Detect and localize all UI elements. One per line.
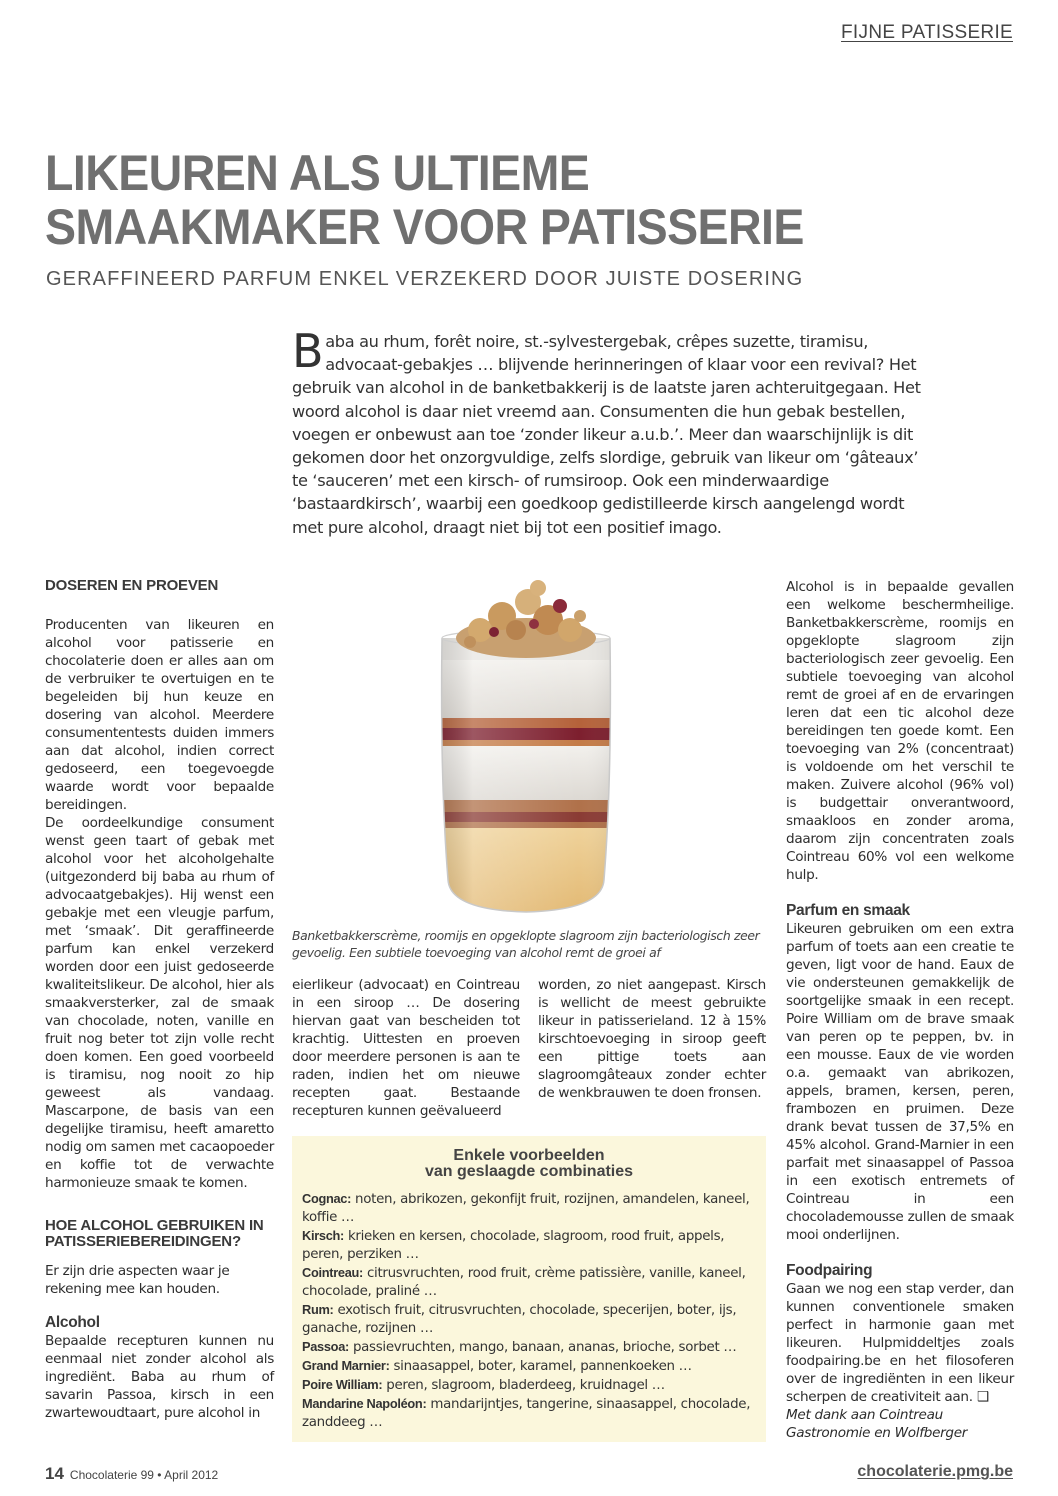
combinations-box	[292, 1136, 766, 1442]
box-title-line-2: van geslaagde combinaties	[424, 1163, 634, 1180]
right-paragraph-1: Alcohol is in bepaalde gevallen een welkome beschermheilige. Banketbakkerscrème, roomijs en opgeklopte slagroom zijn bacteriologisch zeer gevoelig. Een subtiele toevoeging van alcohol remt de groei af en de ervaringen leren dat een tic alcohol deze bereidingen ten goede komt. Een toevoeging van 2% (concentraat) is voldoende om het verschil te maken. Zuivere alcohol (96% vol) is budgettair onverantwoord, smaakloos en zonder aroma, daarom zijn concentraten zoals Cointreau 60% vol een welkome hulp.	[786, 579, 1014, 883]
combination-item	[302, 1190, 756, 1227]
combination-text: mandarijntjes, tangerine, sinaasappel, chocolade, zanddeeg …	[302, 1397, 751, 1430]
left-column	[45, 578, 274, 1422]
middle-paragraph-b: worden, zo niet aangepast. Kirsch is wellicht de meest gebruikte likeur in patisserieland. 12 à 15% kirschtoevoeging in siroop geeft een pittige toets aan slagroomgâteaux zonder echter de wenkbrauwen te doen fronsen.	[538, 977, 766, 1101]
photo-caption: Banketbakkerscrème, roomijs en opgeklopte slagroom zijn bacteriologisch zeer gevoelig. Een subtiele toevoeging van alcohol remt de groei af	[292, 928, 760, 960]
website-link[interactable]: chocolaterie.pmg.be	[857, 1463, 1013, 1480]
footer-left	[45, 1464, 218, 1484]
box-title	[302, 1148, 756, 1180]
left-paragraph-1: Producenten van likeuren en alcohol voor patisserie en chocolaterie doen er alles aan om de verbruiker te overtuigen en te begeleiden bij hun keuze en dosering van alcohol. Meerdere consumententests duiden immers aan dat alcohol, indien correct gedoseerd, een toegevoegde waarde wordt voor bepaalde bereidingen.	[45, 617, 274, 813]
left-paragraph-4: Bepaalde recepturen kunnen nu eenmaal niet zonder alcohol als ingrediënt. Baba au rhum of savarin Passoa, kirsch in een zwartewoudtaart, pure alcohol in	[45, 1333, 274, 1421]
middle-column-a	[292, 976, 520, 1120]
publication-info: Chocolaterie 99 • April 2012	[69, 1468, 219, 1482]
combination-item	[302, 1357, 756, 1376]
combination-text: exotisch fruit, citrusvruchten, chocolade, specerijen, boter, ijs, ganache, rozijnen …	[302, 1303, 737, 1336]
combination-item	[302, 1376, 756, 1395]
box-title-line-1: Enkele voorbeelden	[453, 1147, 605, 1164]
combination-item	[302, 1264, 756, 1301]
right-paragraph-3-text: Gaan we nog een stap verder, dan kunnen conventionele smaken perfect in harmonie gaan met likeuren. Hulpmiddeltjes zoals foodpairing.be en het filosoferen over de ingrediënten in een likeur scherpen de creativiteit aan.	[786, 1281, 1014, 1405]
intro-text: aba au rhum, forêt noire, st.-sylvestergebak, crêpes suzette, tiramisu, advocaat-gebakjes … blijvende herinneringen of klaar voor een revival? Het gebruik van alcohol in de banketbakkerij is de laatste jaren achteruitgegaan. Het woord alcohol is daar niet vreemd aan. Consumenten die hun gebak bestellen, voegen er onbewust aan toe ‘zonder likeur a.u.b.’. Meer dan waarschijnlijk is dit gekomen door het onzorgvuldige, zelfs slordige, gebruik van likeur om ‘gâteaux’ te ‘sauceren’ met een kirsch- of rumsiroop. Ook een minderwaardige ‘bastaardkirsch’, waarbij een goedkoop gedistilleerde kirsch aangelengd wordt met pure alcohol, draagt niet bij tot een positief imago.	[292, 332, 921, 537]
combination-name: Cognac:	[302, 1191, 352, 1206]
combination-item	[302, 1338, 756, 1357]
combination-name: Rum:	[302, 1302, 334, 1317]
credit-line: Met dank aan Cointreau Gastronomie en Wolfberger	[786, 1407, 968, 1441]
page-number: 14	[45, 1464, 64, 1483]
combination-item	[302, 1301, 756, 1338]
combination-name: Kirsch:	[302, 1228, 344, 1243]
subhead: GERAFFINEERD PARFUM ENKEL VERZEKERD DOOR JUISTE DOSERING	[46, 268, 804, 290]
combination-text: sinaasappel, boter, karamel, pannenkoeken …	[389, 1359, 692, 1374]
dropcap: B	[292, 324, 324, 378]
combination-name: Passoa:	[302, 1339, 349, 1354]
heading-parfum: Parfum en smaak	[786, 902, 910, 919]
combination-name: Cointreau:	[302, 1265, 363, 1280]
heading-hoe-alcohol: HOE ALCOHOL GEBRUIKEN IN PATISSERIEBEREIDINGEN?	[45, 1217, 264, 1250]
right-column	[786, 578, 1014, 1442]
combination-text: krieken en kersen, chocolade, slagroom, rood fruit, appels, peren, perziken …	[302, 1229, 725, 1262]
dessert-glass-photo	[420, 580, 632, 918]
headline	[45, 146, 919, 254]
middle-paragraph-a: eierlikeur (advocaat) en Cointreau in een siroop … De dosering hiervan gaat van bescheiden tot krachtig. Uittesten en proeven door meerdere personen is aan te raden, indien het om nieuwe recepten gaat. Bestaande recepturen kunnen geëvalueerd	[292, 977, 520, 1119]
left-paragraph-2: De oordeelkundige consument wenst geen taart of gebak met alcohol voor het alcoholgehalte (uitgezonderd bij baba au rhum of advocaatgebakjes). Hij wenst een gebakje met een vleugje parfum, met ‘smaak’. Dit geraffineerde parfum kan enkel verzekerd worden door een juist gedoseerde kwaliteitslikeur. De alcohol, hier als smaakversterker, zal de smaak van chocolade, noten, vanille en fruit nog beter tot zijn volle recht doen komen. Een goed voorbeeld is tiramisu, nog nooit zo hip geweest als vandaag. Mascarpone, de basis van een degelijke tiramisu, heeft amaretto nodig om samen met cacaopoeder en koffie tot de verwachte harmonieuze smaak te komen.	[45, 815, 274, 1191]
combination-text: noten, abrikozen, gekonfijt fruit, rozijnen, amandelen, kaneel, koffie …	[302, 1192, 750, 1225]
heading-foodpairing: Foodpairing	[786, 1262, 873, 1279]
right-paragraph-2: Likeuren gebruiken om een extra parfum of toets aan een creatie te geven, ligt voor de hand. Eaux de vie ondersteunen gemakkelijk de soortgelijke smaak in een recept. Poire William om de brave smaak van peren op te peppen, bv. in een mousse. Eaux de vie worden o.a. gemaakt van abrikozen, appels, bramen, kersen, peren, frambozen en pruimen. Deze drank bevat tussen de 37,5% en 45% alcohol. Grand-Marnier in een parfait met sinaasappel of Passoa in een exotisch entremets of Cointreau in een chocolademousse zullen de smaak mooi onderlijnen.	[786, 921, 1014, 1243]
end-mark-icon: ❑	[976, 1389, 989, 1405]
right-paragraph-3	[786, 1280, 1014, 1406]
middle-column-b	[538, 976, 766, 1102]
combination-name: Poire William:	[302, 1377, 383, 1392]
section-tag: FIJNE PATISSERIE	[841, 22, 1013, 43]
heading-alcohol: Alcohol	[45, 1314, 100, 1331]
combination-text: passievruchten, mango, banaan, ananas, brioche, sorbet …	[348, 1340, 737, 1355]
combination-item	[302, 1395, 756, 1432]
headline-line-1: LIKEUREN ALS ULTIEME	[45, 145, 590, 201]
intro-paragraph	[292, 324, 932, 539]
heading-doseren: DOSEREN EN PROEVEN	[45, 577, 219, 594]
combination-text: citrusvruchten, rood fruit, crème patissière, vanille, kaneel, chocolade, praliné …	[302, 1266, 746, 1299]
combination-name: Mandarine Napoléon:	[302, 1396, 427, 1411]
combination-text: peren, slagroom, bladerdeeg, kruidnagel …	[382, 1378, 665, 1393]
combination-item	[302, 1227, 756, 1264]
headline-line-2: SMAAKMAKER VOOR PATISSERIE	[45, 199, 804, 255]
combination-name: Grand Marnier:	[302, 1358, 390, 1373]
left-paragraph-3: Er zijn drie aspecten waar je rekening mee kan houden.	[45, 1263, 230, 1297]
